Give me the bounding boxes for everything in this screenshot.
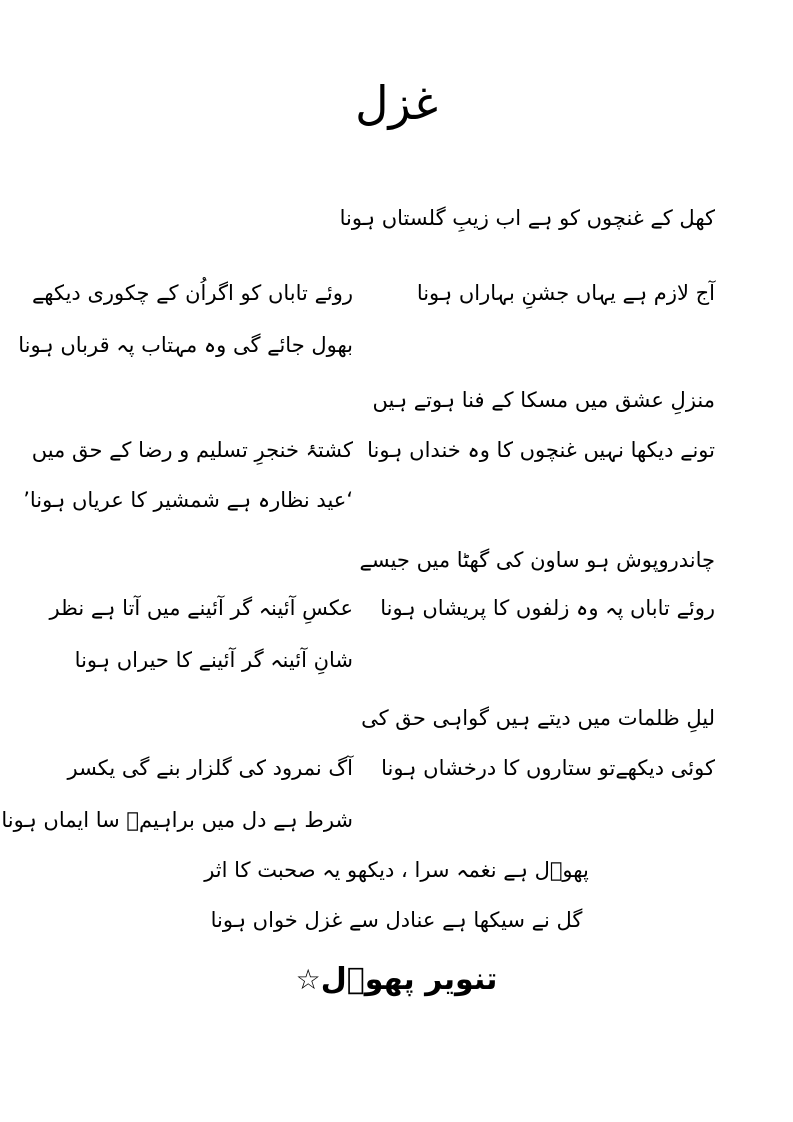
verse-line: روئے تاباں کو اگراُن کے چکوری دیکھے bbox=[32, 281, 353, 305]
verse-line: روئے تاباں پہ وہ زلفوں کا پریشاں ہونا bbox=[380, 596, 715, 620]
verse-line: آج لازم ہے یہاں جشنِ بہاراں ہونا bbox=[416, 281, 715, 305]
closing-line: گل نے سیکھا ہے عنادل سے غزل خواں ہونا bbox=[210, 908, 583, 932]
verse-line: ‘عید نظارہ ہے شمشیر کا عریاں ہونا’ bbox=[23, 488, 353, 512]
verse-line: کشتۂ خنجرِ تسلیم و رضا کے حق میں bbox=[31, 438, 353, 462]
closing-line: پھوؔل ہے نغمہ سرا ، دیکھو یہ صحبت کا اثر bbox=[204, 858, 589, 882]
verse-line: آگ نمرود کی گلزار بنے گی یکسر bbox=[67, 756, 353, 780]
verse-line: کھل کے غنچوں کو ہے اب زیبِ گلستاں ہونا bbox=[339, 206, 715, 230]
verse-line: عکسِ آئینہ گر آئینے میں آتا ہے نظر bbox=[49, 596, 353, 620]
signature-name: تنویر پھوؔل bbox=[320, 962, 498, 997]
verse-line: کوئی دیکھےتو ستاروں کا درخشاں ہونا bbox=[381, 756, 715, 780]
page-title: غزل bbox=[355, 76, 438, 130]
star-icon: ☆ bbox=[295, 963, 321, 996]
signature bbox=[0, 962, 793, 997]
verse-line: شرط ہے دل میں براہیمؑ سا ایماں ہونا bbox=[1, 808, 353, 832]
verse-line: لیلِ ظلمات میں دیتے ہیں گواہی حق کی bbox=[361, 706, 715, 730]
verse-line: چاندروپوش ہو ساون کی گھٹا میں جیسے bbox=[359, 548, 715, 572]
verse-line: منزلِ عشق میں مسکا کے فنا ہوتے ہیں bbox=[372, 388, 715, 412]
verse-line: شانِ آئینہ گر آئینے کا حیراں ہونا bbox=[74, 648, 353, 672]
verse-line: تونے دیکھا نہیں غنچوں کا وہ خنداں ہونا bbox=[367, 438, 715, 462]
verse-line: بھول جائے گی وہ مہتاب پہ قرباں ہونا bbox=[18, 333, 353, 357]
